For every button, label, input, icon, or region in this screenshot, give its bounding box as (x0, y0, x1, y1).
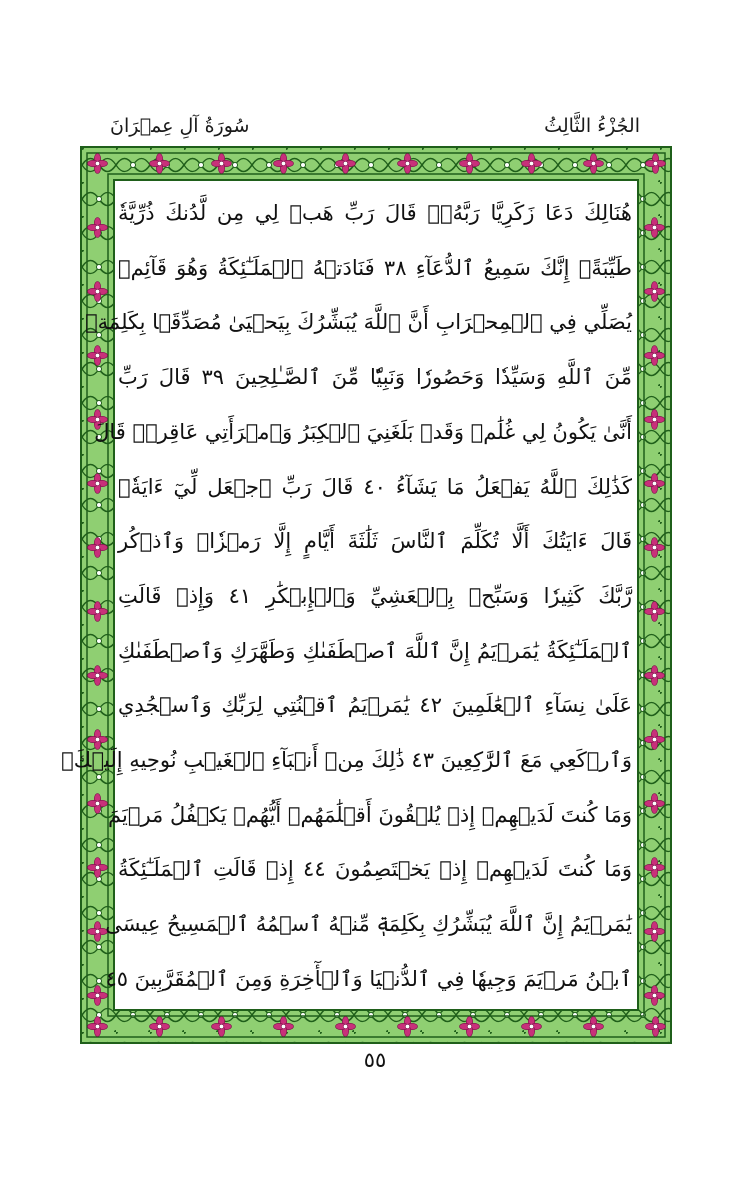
verse-line: قَالَ ءَايَتُكَ أَلَّا تُكَلِّمَ ٱلنَّاسَ ثَلَٰثَةَ أَيَّامٍ إِلَّا رَمۡزٗاۗ وَٱذۡكُر (118, 529, 632, 554)
verse-line: عَلَىٰ نِسَآءِ ٱلۡعَٰلَمِينَ ٤٢ يَٰمَرۡيَمُ ٱقۡنُتِي لِرَبِّكِ وَٱسۡجُدِي (118, 693, 633, 718)
verse-line: وَمَا كُنتَ لَدَيۡهِمۡ إِذۡ يَخۡتَصِمُونَ ٤٤ إِذۡ قَالَتِ ٱلۡمَلَـٰٓئِكَةُ (118, 857, 632, 882)
verse-line: طَيِّبَةًۖ إِنَّكَ سَمِيعُ ٱلدُّعَآءِ ٣٨ فَنَادَتۡهُ ٱلۡمَلَـٰٓئِكَةُ وَهُوَ قَآئِمٞ (118, 255, 633, 280)
verse-line: أَنَّىٰ يَكُونُ لِي غُلَٰمٞ وَقَدۡ بَلَغَنِيَ ٱلۡكِبَرُ وَٱمۡرَأَتِي عَاقِرٞۖ قَالَ (94, 419, 632, 444)
verse-line: مِّنَ ٱللَّهِ وَسَيِّدٗا وَحَصُورٗا وَنَبِيّٗا مِّنَ ٱلصَّـٰلِحِينَ ٣٩ قَالَ رَبِّ (118, 365, 632, 390)
verse-line: وَمَا كُنتَ لَدَيۡهِمۡ إِذۡ يُلۡقُونَ أَقۡلَٰمَهُمۡ أَيُّهُمۡ يَكۡفُلُ مَرۡيَمَ (108, 802, 632, 827)
verse-line: وَٱرۡكَعِي مَعَ ٱلرَّٰكِعِينَ ٤٣ ذَٰلِكَ مِنۡ أَنۢبَآءِ ٱلۡغَيۡبِ نُوحِيهِ إِلَيۡكَۚ (61, 748, 632, 773)
quran-text-block (61, 186, 633, 1006)
juz-title: الجُزْءُ الثَّالِثُ (544, 115, 640, 137)
page-header (110, 108, 640, 144)
page-number: ٥٥ (363, 1048, 387, 1072)
verse-line: كَذَٰلِكَ ٱللَّهُ يَفۡعَلُ مَا يَشَآءُ ٤٠ قَالَ رَبِّ ٱجۡعَل لِّيٓ ءَايَةٗۖ (118, 474, 632, 499)
verse-line: يُصَلِّي فِي ٱلۡمِحۡرَابِ أَنَّ ٱللَّهَ يُبَشِّرُكَ بِيَحۡيَىٰ مُصَدِّقَۢا بِكَلِمَةٖ (85, 310, 632, 335)
verse-line: ٱلۡمَلَـٰٓئِكَةُ يَٰمَرۡيَمُ إِنَّ ٱللَّهَ ٱصۡطَفَىٰكِ وَطَهَّرَكِ وَٱصۡطَفَىٰكِ (118, 638, 632, 663)
verse-line: رَّبَّكَ كَثِيرٗا وَسَبِّحۡ بِٱلۡعَشِيِّ وَٱلۡإِبۡكَٰرِ ٤١ وَإِذۡ قَالَتِ (118, 583, 632, 608)
surah-title: سُورَةُ آلِ عِمۡرَانَ (110, 115, 250, 137)
verse-line: ٱبۡنُ مَرۡيَمَ وَجِيهٗا فِي ٱلدُّنۡيَا وَٱلۡأٓخِرَةِ وَمِنَ ٱلۡمُقَرَّبِينَ ٤٥ (105, 966, 632, 991)
verse-line: يَٰمَرۡيَمُ إِنَّ ٱللَّهَ يُبَشِّرُكِ بِكَلِمَةٖ مِّنۡهُ ٱسۡمُهُ ٱلۡمَسِيحُ عِيسَى (105, 912, 632, 937)
verse-line: هُنَالِكَ دَعَا زَكَرِيَّا رَبَّهُۥۖ قَالَ رَبِّ هَبۡ لِي مِن لَّدُنكَ ذُرِّيَّةٗ (118, 201, 632, 225)
